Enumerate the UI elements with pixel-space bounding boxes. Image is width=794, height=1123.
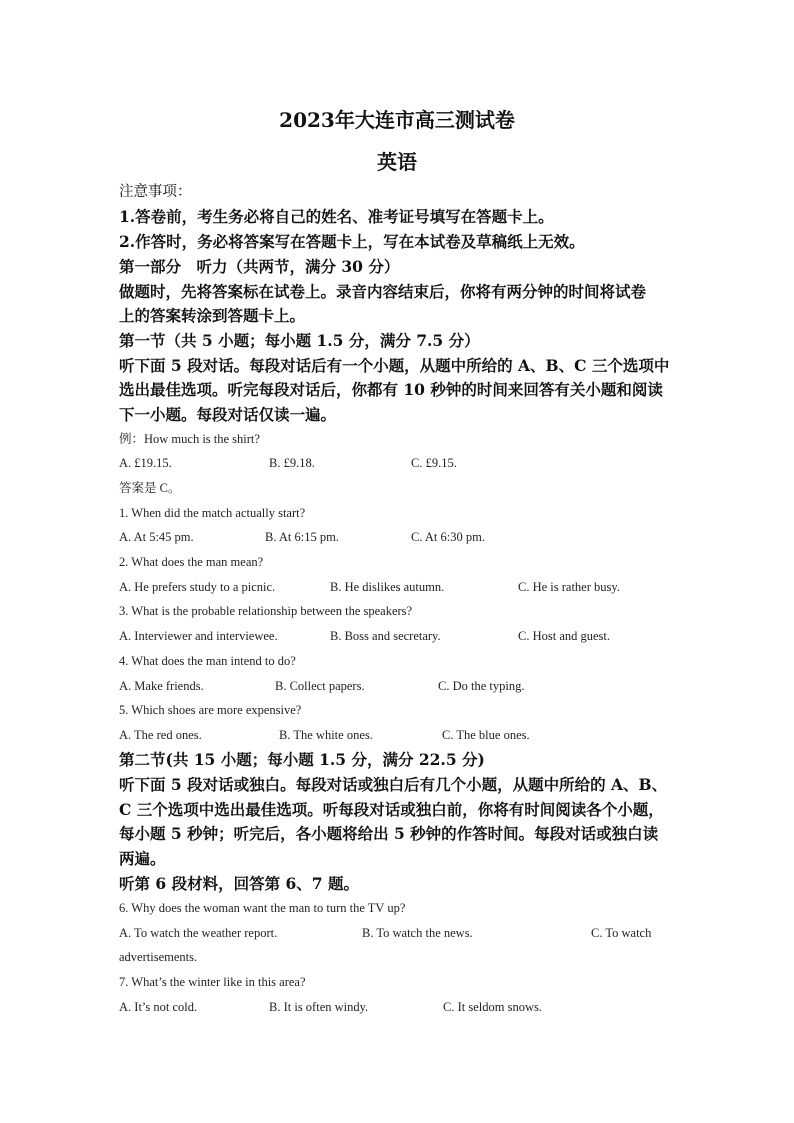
question-4: 4. What does the man intend to do? [119, 654, 296, 668]
section2-instr-line2: C 三个选项中选出最佳选项。听每段对话或独白前，你将有时间阅读各个小题， [119, 800, 664, 819]
q5-option-b: B. The white ones. [279, 728, 373, 742]
part1-intro-line1: 做题时，先将答案标在试卷上。录音内容结束后，你将有两分钟的时间将试卷 [119, 282, 647, 301]
q5-option-a: A. The red ones. [119, 728, 202, 742]
notes-item-1: 1.答卷前，考生务必将自己的姓名、准考证号填写在答题卡上。 [119, 207, 554, 226]
question-3: 3. What is the probable relationship between the speakers? [119, 604, 413, 618]
q6-option-b: B. To watch the news. [362, 926, 473, 940]
section1-instr-line2: 选出最佳选项。听完每段对话后，你都有 10 秒钟的时间来回答有关小题和阅读 [119, 380, 663, 399]
q6-option-c-wrap: advertisements. [119, 950, 198, 964]
notes-item-2: 2.作答时，务必将答案写在答题卡上，写在本试卷及草稿纸上无效。 [119, 232, 585, 251]
q1-option-c: C. At 6:30 pm. [411, 530, 485, 544]
example-question: 例：How much is the shirt? [119, 432, 260, 446]
exam-subject: 英语 [377, 150, 417, 174]
q3-option-b: B. Boss and secretary. [330, 629, 441, 643]
section1-instr-line3: 下一小题。每段对话仅读一遍。 [119, 405, 337, 424]
q7-option-a: A. It’s not cold. [119, 1000, 198, 1014]
q5-option-c: C. The blue ones. [442, 728, 530, 742]
q7-option-b: B. It is often windy. [269, 1000, 369, 1014]
q6-option-a: A. To watch the weather report. [119, 926, 278, 940]
material-6-heading: 听第 6 段材料，回答第 6、7 题。 [119, 874, 359, 893]
example-answer: 答案是 C。 [119, 481, 181, 495]
q4-option-c: C. Do the typing. [438, 679, 525, 693]
q4-option-a: A. Make friends. [119, 679, 204, 693]
question-7: 7. What’s the winter like in this area? [119, 975, 306, 989]
q7-option-c: C. It seldom snows. [443, 1000, 542, 1014]
example-option-c: C. £9.15. [411, 456, 457, 470]
question-2: 2. What does the man mean? [119, 555, 264, 569]
question-5: 5. Which shoes are more expensive? [119, 703, 302, 717]
section1-instr-line1: 听下面 5 段对话。每段对话后有一个小题，从题中所给的 A、B、C 三个选项中 [119, 356, 670, 375]
section2-title: 第二节(共 15 小题；每小题 1.5 分，满分 22.5 分) [119, 750, 485, 769]
example-option-b: B. £9.18. [269, 456, 315, 470]
q4-option-b: B. Collect papers. [275, 679, 365, 693]
section2-instr-line4: 两遍。 [119, 849, 166, 868]
q2-option-b: B. He dislikes autumn. [330, 580, 445, 594]
section2-instr-line3: 每小题 5 秒钟；听完后，各小题将给出 5 秒钟的作答时间。每段对话或独白读 [119, 824, 659, 843]
notes-heading: 注意事项： [119, 184, 192, 200]
q1-option-a: A. At 5:45 pm. [119, 530, 194, 544]
q1-option-b: B. At 6:15 pm. [265, 530, 339, 544]
q3-option-a: A. Interviewer and interviewee. [119, 629, 278, 643]
example-option-a: A. £19.15. [119, 456, 172, 470]
section2-instr-line1: 听下面 5 段对话或独白。每段对话或独白后有几个小题，从题中所给的 A、B、 [119, 775, 668, 794]
q3-option-c: C. Host and guest. [518, 629, 611, 643]
q2-option-c: C. He is rather busy. [518, 580, 620, 594]
question-1: 1. When did the match actually start? [119, 506, 306, 520]
part1-title: 第一部分 听力（共两节，满分 30 分） [119, 257, 400, 276]
part1-intro-line2: 上的答案转涂到答题卡上。 [119, 306, 306, 325]
question-6: 6. Why does the woman want the man to turn the TV up? [119, 901, 406, 915]
section1-title: 第一节（共 5 小题；每小题 1.5 分，满分 7.5 分） [119, 331, 480, 350]
q2-option-a: A. He prefers study to a picnic. [119, 580, 276, 594]
exam-title: 2023年大连市高三测试卷 [279, 108, 515, 132]
q6-option-c: C. To watch [591, 926, 652, 940]
